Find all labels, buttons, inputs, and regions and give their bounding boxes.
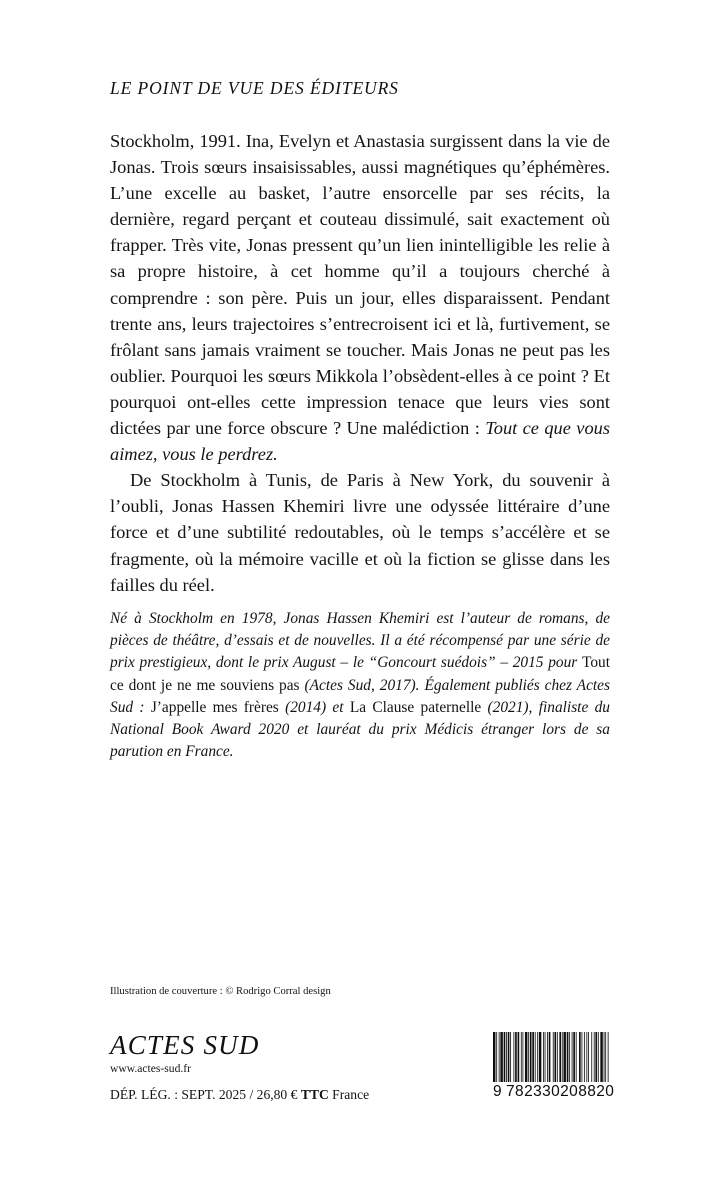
blurb-quoted-title: Tout ce que vous aimez, vous le perdrez. — [110, 418, 610, 465]
legal-deposit-suffix: France — [328, 1087, 370, 1102]
bio-text-part-4: (2021), finaliste du National Book Award 2020 et lauréat du prix Médicis étranger lors de sa parution en France. — [110, 698, 610, 761]
legal-deposit-prefix: DÉP. LÉG. : SEPT. 2025 / 26,80 € — [110, 1087, 301, 1102]
blurb-paragraph-2: De Stockholm à Tunis, de Paris à New York, du souvenir à l’oubli, Jonas Hassen Khemiri livre une odyssée littéraire d’une force et d’une subtilité redoutables, où le temps s’accélère et se fragmente, où la mémoire vacille et où la fiction se glisse dans les failles du réel. — [110, 470, 610, 595]
author-biography-paragraph — [110, 608, 610, 763]
actes-sud-logo: ACTES SUD — [110, 1030, 260, 1060]
bio-book-title-3: La Clause paternelle — [349, 698, 482, 716]
page-rubric: LE POINT DE VUE DES ÉDITEURS — [110, 78, 399, 98]
barcode-digits — [493, 1083, 615, 1100]
blurb-paragraph-1 — [110, 128, 610, 467]
barcode-digit-prefix: 9 — [493, 1083, 503, 1100]
publisher-website-url[interactable]: www.actes-sud.fr — [110, 1062, 192, 1075]
barcode-bars — [493, 1032, 611, 1082]
author-biography — [110, 608, 610, 763]
bio-book-title-1: Tout ce dont je ne me souviens pas — [110, 654, 610, 694]
cover-illustration-credit: Illustration de couverture : © Rodrigo Corral design — [110, 986, 331, 997]
publisher-blurb — [110, 128, 610, 598]
bio-book-title-2: J’appelle mes frères — [150, 698, 279, 716]
bio-text-part-1: Né à Stockholm en 1978, Jonas Hassen Khemiri est l’auteur de romans, de pièces de théâtre, d’essais et de nouvelles. Il a été récompensé par une série de prix prestigieux, dont le prix August – le “Goncourt suédois” – 2015 pour — [110, 610, 610, 672]
bio-text-part-2: (Actes Sud, 2017). Également publiés chez Actes Sud : — [110, 676, 611, 716]
publisher-imprint-block — [110, 1030, 440, 1104]
barcode-digit-group-1: 782330 — [506, 1083, 561, 1100]
bio-text-part-3: (2014) et — [278, 698, 350, 716]
blurb-paragraph-1-text: Stockholm, 1991. Ina, Evelyn et Anastasia surgissent dans la vie de Jonas. Trois sœurs insaisissables, aussi magnétiques qu’éphémères. L’une excelle au basket, l’autre ensorcelle par ses récits, la dernière, regard perçant et couteau dissimulé, sait exactement où frapper. Très vite, Jonas pressent qu’un lien inintelligible les relie à sa propre histoire, à cet homme qu’il a toujours cherché à comprendre : son père. Puis un jour, elles disparaissent. Pendant trente ans, leurs trajectoires s’entrecroisent ici et là, furtivement, se frôlant sans jamais vraiment se toucher. Mais Jonas ne peut pas les oublier. Pourquoi les sœurs Mikkola l’obsèdent-elles à ce point ? Et pourquoi ont-elles cette impression tenace que leurs vies sont dictées par une force obscure ? Une malédiction : — [110, 131, 610, 439]
barcode-digit-group-2: 208820 — [560, 1083, 615, 1100]
legal-deposit-price-line — [110, 1086, 440, 1104]
price-ttc-label: TTC — [300, 1087, 329, 1102]
isbn-barcode — [493, 1032, 615, 1100]
